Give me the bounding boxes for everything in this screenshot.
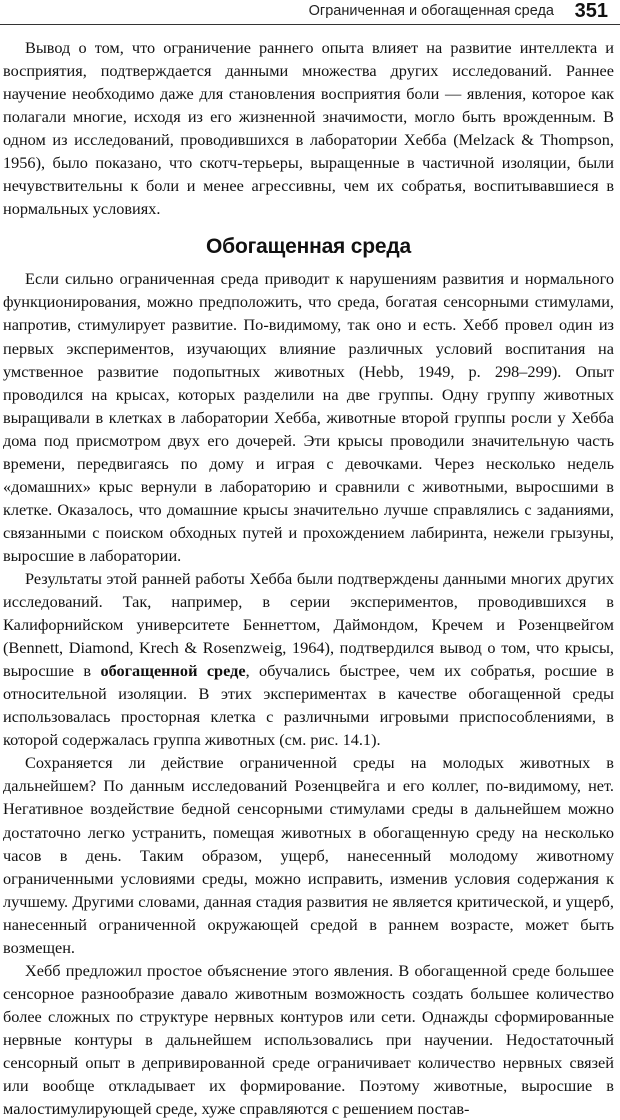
paragraph-4: Хебб предложил простое объяснение этого явления. В обогащенной среде большее сенсорное разнообразие давало животным возможность создать большее количество более сложных по структуре нервных контуров или сети. Однажды сформированные нервные контуры в дальнейшем использовались при научении. Недостаточный сенсорный опыт в депривированной среде ограничивает количество нервных связей или вообще откладывает их формирование. Поэтому животные, выросшие в малостимулирующей среде, хуже справляются с решением постав-: [3, 960, 614, 1119]
paragraph-2-text-after: , обучались быстрее, чем их собратья, росшие в относительной изоляции. В этих экспериментах в качестве обогащенной среды использовалась просторная клетка с различными игровыми приспособлениями, в которой содержалась группа животных (см. рис. 14.1).: [3, 661, 614, 750]
running-header: [0, 0, 620, 26]
paragraph-2: [3, 567, 614, 751]
paragraph-2-text-before: Результаты этой ранней работы Хебба были подтверждены данными многих других исследований. Так, например, в серии экспериментов, проводившихся в Калифорнийском университете Беннеттом, Даймондом, Кречем и Розенцвейгом (Bennett, Diamond, Krech & Rosenzweig, 1964), подтвердился вывод о том, что крысы, выросшие в: [3, 568, 614, 681]
paragraph-1: Если сильно ограниченная среда приводит к нарушениям развития и нормального функционирования, можно предположить, что среда, богатая сенсорными стимулами, напротив, стимулирует развитие. По-видимому, так оно и есть. Хебб провел один из первых экспериментов, изучающих влияние различных условий воспитания на умственное развитие подопытных животных (Hebb, 1949, p. 298–299). Опыт проводился на крысах, которых разделили на две группы. Одну группу животных выращивали в клетках в лаборатории Хебба, животные второй группы росли у Хебба дома под присмотром двух его дочерей. Эти крысы проводили значительную часть времени, передвигаясь по дому и играя с девочками. Через несколько недель «домашних» крыс вернули в лабораторию и сравнили с животными, выросшими в клетке. Оказалось, что домашние крысы значительно лучше справлялись с заданиями, связанными с поиском обходных путей и прохождением лабиринта, нежели грызуны, выросшие в лаборатории.: [3, 269, 614, 565]
key-term-enriched-environment: обогащенной среде: [100, 661, 246, 681]
body-text: [3, 36, 614, 1120]
running-title: Ограниченная и обогащенная среда: [308, 3, 554, 19]
intro-paragraph: Вывод о том, что ограничение раннего опыта влияет на развитие интеллекта и восприятия, подтверждается данными множества других исследований. Раннее научение необходимо даже для становления восприятия боли — явления, которое как полагали многие, исходя из его жизненной значимости, могло быть врожденным. В одном из исследований, проводившихся в лаборатории Хебба (Melzack & Thompson, 1956), было показано, что скотч-терьеры, выращенные в частичной изоляции, были нечувствительны к боли и менее агрессивны, чем их собратья, воспитывавшиеся в нормальных условиях.: [3, 38, 614, 219]
paragraph-3: Сохраняется ли действие ограниченной среды на молодых животных в дальнейшем? По данным исследований Розенцвейга и его коллег, по-видимому, нет. Негативное воздействие бедной сенсорными стимулами среды в дальнейшем можно достаточно легко устранить, помещая животных в обогащенную среду на несколько часов в день. Таким образом, ущерб, нанесенный молодому животному ограниченными условиями среды, можно исправить, изменив условия содержания к лучшему. Другими словами, данная стадия развития не является критической, и ущерб, нанесенный ограниченной окружающей средой в раннем возрасте, может быть возмещен.: [3, 753, 614, 957]
section-heading: Обогащенная среда: [206, 235, 411, 259]
header-rule: [0, 24, 620, 25]
page-number: 351: [574, 0, 608, 22]
